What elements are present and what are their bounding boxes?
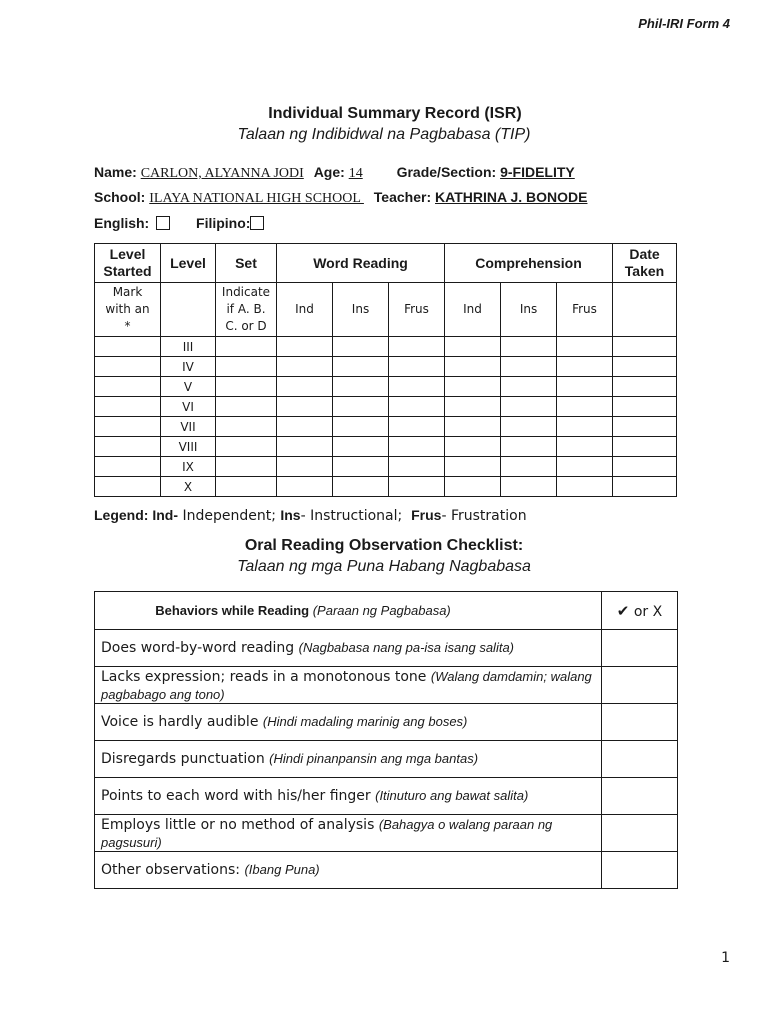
grade-section-label: Grade/Section:: [396, 164, 497, 180]
behavior-mark-cell[interactable]: [602, 741, 678, 778]
subheader-wr-ind: Ind: [277, 283, 333, 337]
behavior-text: Voice is hardly audible: [101, 714, 263, 730]
comp-ins-cell[interactable]: [501, 437, 557, 457]
date-cell[interactable]: [613, 457, 677, 477]
subheader-mark: Mark with an *: [95, 283, 161, 337]
level-label: III: [161, 337, 216, 357]
subheader-comp-ins: Ins: [501, 283, 557, 337]
level-row: [95, 357, 677, 377]
form-label: Phil-IRI Form 4: [638, 16, 730, 31]
behavior-text: Employs little or no method of analysis: [101, 816, 379, 833]
wr-frus-cell[interactable]: [389, 357, 445, 377]
legend-ins-abbr: Ins: [280, 507, 301, 523]
language-row: [94, 215, 264, 231]
page-subtitle: Talaan ng Indibidwal na Pagbabasa (TIP): [237, 126, 531, 143]
set-cell[interactable]: [216, 357, 277, 377]
header-mark-label: or X: [629, 603, 663, 620]
behavior-translation: (Ibang Puna): [244, 862, 320, 877]
behavior-translation: (Hindi pinanpansin ang mga bantas): [269, 751, 479, 766]
wr-ind-cell[interactable]: [277, 357, 333, 377]
age-label: Age:: [313, 164, 345, 180]
level-label: VIII: [161, 437, 216, 457]
wr-ind-cell[interactable]: [277, 477, 333, 497]
set-cell[interactable]: [216, 457, 277, 477]
wr-ins-cell[interactable]: [333, 417, 389, 437]
behavior-item: [95, 741, 602, 778]
subheader-indicate: Indicate if A. B. C. or D: [216, 283, 277, 337]
level-label: V: [161, 377, 216, 397]
behavior-text: Lacks expression; reads in a monotonous tone: [101, 668, 431, 685]
wr-ind-cell[interactable]: [277, 437, 333, 457]
behavior-mark-cell[interactable]: [602, 704, 678, 741]
legend-ins-text: - Instructional;: [300, 508, 412, 524]
comp-ins-cell[interactable]: [501, 397, 557, 417]
wr-frus-cell[interactable]: [389, 417, 445, 437]
level-row: [95, 477, 677, 497]
checklist-subtitle: Talaan ng mga Puna Habang Nagbabasa: [237, 558, 531, 575]
set-cell[interactable]: [216, 477, 277, 497]
behavior-translation: (Nagbabasa nang pa-isa isang salita): [298, 640, 514, 655]
english-label: English:: [94, 215, 150, 231]
wr-frus-cell[interactable]: [389, 477, 445, 497]
comp-ind-cell[interactable]: [445, 417, 501, 437]
comp-ind-cell[interactable]: [445, 397, 501, 417]
date-cell[interactable]: [613, 417, 677, 437]
header-behaviors-translation: (Paraan ng Pagbabasa): [309, 602, 451, 618]
legend-ind-abbr: Ind-: [152, 507, 178, 523]
comp-frus-cell[interactable]: [557, 397, 613, 417]
behavior-mark-cell[interactable]: [602, 778, 678, 815]
checklist-header-behaviors: [95, 592, 602, 630]
comp-ind-cell[interactable]: [445, 377, 501, 397]
set-cell[interactable]: [216, 397, 277, 417]
comp-frus-cell[interactable]: [557, 457, 613, 477]
level-label: VII: [161, 417, 216, 437]
name-label: Name:: [94, 164, 137, 180]
date-cell[interactable]: [613, 437, 677, 457]
wr-frus-cell[interactable]: [389, 457, 445, 477]
header-set: Set: [216, 244, 277, 283]
comp-ind-cell[interactable]: [445, 457, 501, 477]
grade-section: 9-FIDELITY: [500, 164, 575, 180]
wr-ins-cell[interactable]: [333, 477, 389, 497]
comp-frus-cell[interactable]: [557, 357, 613, 377]
comp-ind-cell[interactable]: [445, 337, 501, 357]
check-icon: ✔: [616, 601, 630, 620]
behavior-mark-cell[interactable]: [602, 852, 678, 889]
level-started-cell[interactable]: [95, 337, 161, 357]
header-level-started: Level Started: [95, 244, 161, 283]
subheader-comp-ind: Ind: [445, 283, 501, 337]
level-row: [95, 457, 677, 477]
wr-ins-cell[interactable]: [333, 457, 389, 477]
behavior-text: Points to each word with his/her finger: [101, 788, 376, 804]
comp-ind-cell[interactable]: [445, 357, 501, 377]
wr-ins-cell[interactable]: [333, 377, 389, 397]
wr-ind-cell[interactable]: [277, 457, 333, 477]
comp-ins-cell[interactable]: [501, 357, 557, 377]
level-row: [95, 337, 677, 357]
school-name: ILAYA NATIONAL HIGH SCHOOL: [149, 191, 364, 206]
date-cell[interactable]: [613, 377, 677, 397]
teacher-name: KATHRINA J. BONODE: [435, 189, 588, 205]
student-info-row-1: [94, 164, 575, 182]
subheader-wr-ins: Ins: [333, 283, 389, 337]
comp-ind-cell[interactable]: [445, 437, 501, 457]
date-cell[interactable]: [613, 397, 677, 417]
behavior-mark-cell[interactable]: [602, 815, 678, 852]
level-label: IV: [161, 357, 216, 377]
page-title: Individual Summary Record (ISR): [268, 105, 522, 122]
subheader-wr-frus: Frus: [389, 283, 445, 337]
subheader-level-blank: [161, 283, 216, 337]
wr-ind-cell[interactable]: [277, 397, 333, 417]
comp-frus-cell[interactable]: [557, 477, 613, 497]
student-age: 14: [348, 166, 363, 181]
header-word-reading: Word Reading: [277, 244, 445, 283]
level-started-cell[interactable]: [95, 437, 161, 457]
header-behaviors-label: Behaviors while Reading: [155, 602, 310, 618]
date-cell[interactable]: [613, 337, 677, 357]
level-row: [95, 437, 677, 457]
wr-ins-cell[interactable]: [333, 337, 389, 357]
legend-frus-abbr: Frus: [411, 507, 442, 523]
comp-ins-cell[interactable]: [501, 337, 557, 357]
behavior-item: [95, 667, 602, 704]
checklist-header-mark: [602, 592, 678, 630]
level-started-cell[interactable]: [95, 417, 161, 437]
level-started-cell[interactable]: [95, 397, 161, 417]
wr-ind-cell[interactable]: [277, 417, 333, 437]
date-cell[interactable]: [613, 477, 677, 497]
set-cell[interactable]: [216, 337, 277, 357]
wr-frus-cell[interactable]: [389, 337, 445, 357]
wr-ind-cell[interactable]: [277, 337, 333, 357]
comp-frus-cell[interactable]: [557, 417, 613, 437]
behavior-translation: (Walang damdamin; walang pagbabago ang tono): [101, 668, 592, 702]
comp-ins-cell[interactable]: [501, 477, 557, 497]
teacher-label: Teacher:: [373, 189, 432, 205]
subheader-comp-frus: Frus: [557, 283, 613, 337]
filipino-checkbox[interactable]: [250, 216, 264, 230]
wr-frus-cell[interactable]: [389, 377, 445, 397]
level-label: X: [161, 477, 216, 497]
date-cell[interactable]: [613, 357, 677, 377]
level-label: IX: [161, 457, 216, 477]
level-started-cell[interactable]: [95, 457, 161, 477]
behavior-translation: (Itinuturo ang bawat salita): [375, 788, 529, 803]
student-info-row-2: [94, 189, 587, 207]
behavior-mark-cell[interactable]: [602, 630, 678, 667]
comp-frus-cell[interactable]: [557, 337, 613, 357]
checklist-title: Oral Reading Observation Checklist:: [244, 537, 524, 554]
behavior-mark-cell[interactable]: [602, 667, 678, 704]
behavior-translation: (Hindi madaling marinig ang boses): [262, 714, 468, 729]
behavior-item: [95, 815, 602, 852]
header-comprehension: Comprehension: [445, 244, 613, 283]
comp-ins-cell[interactable]: [501, 377, 557, 397]
behavior-item: [95, 852, 602, 889]
wr-ins-cell[interactable]: [333, 357, 389, 377]
comp-ins-cell[interactable]: [501, 457, 557, 477]
level-row: [95, 377, 677, 397]
level-label: VI: [161, 397, 216, 417]
page-number: 1: [721, 950, 730, 966]
legend-ind-text: Independent;: [178, 508, 281, 524]
set-cell[interactable]: [216, 377, 277, 397]
wr-frus-cell[interactable]: [389, 437, 445, 457]
observation-checklist-table: [94, 591, 678, 889]
subheader-date-blank: [613, 283, 677, 337]
header-date-taken: Date Taken: [613, 244, 677, 283]
student-name: CARLON, ALYANNA JODI: [140, 166, 304, 181]
comp-frus-cell[interactable]: [557, 437, 613, 457]
behavior-item: [95, 704, 602, 741]
behavior-item: [95, 630, 602, 667]
level-row: [95, 417, 677, 437]
wr-ind-cell[interactable]: [277, 377, 333, 397]
legend-frus-text: - Frustration: [441, 508, 527, 524]
behavior-text: Other observations:: [101, 862, 245, 878]
school-label: School:: [94, 189, 146, 205]
set-cell[interactable]: [216, 437, 277, 457]
english-checkbox[interactable]: [156, 216, 170, 230]
level-started-cell[interactable]: [95, 357, 161, 377]
wr-ins-cell[interactable]: [333, 437, 389, 457]
behavior-text: Does word-by-word reading: [101, 640, 299, 656]
wr-frus-cell[interactable]: [389, 397, 445, 417]
isr-table: [94, 243, 677, 497]
behavior-translation: (Bahagya o walang paraan ng pagsusuri): [101, 816, 553, 850]
header-level: Level: [161, 244, 216, 283]
set-cell[interactable]: [216, 417, 277, 437]
legend: [94, 507, 527, 524]
level-started-cell[interactable]: [95, 477, 161, 497]
legend-label: Legend:: [94, 507, 153, 523]
filipino-label: Filipino:: [196, 215, 251, 231]
wr-ins-cell[interactable]: [333, 397, 389, 417]
comp-frus-cell[interactable]: [557, 377, 613, 397]
level-row: [95, 397, 677, 417]
comp-ins-cell[interactable]: [501, 417, 557, 437]
comp-ind-cell[interactable]: [445, 477, 501, 497]
behavior-text: Disregards punctuation: [101, 751, 270, 767]
level-started-cell[interactable]: [95, 377, 161, 397]
behavior-item: [95, 778, 602, 815]
